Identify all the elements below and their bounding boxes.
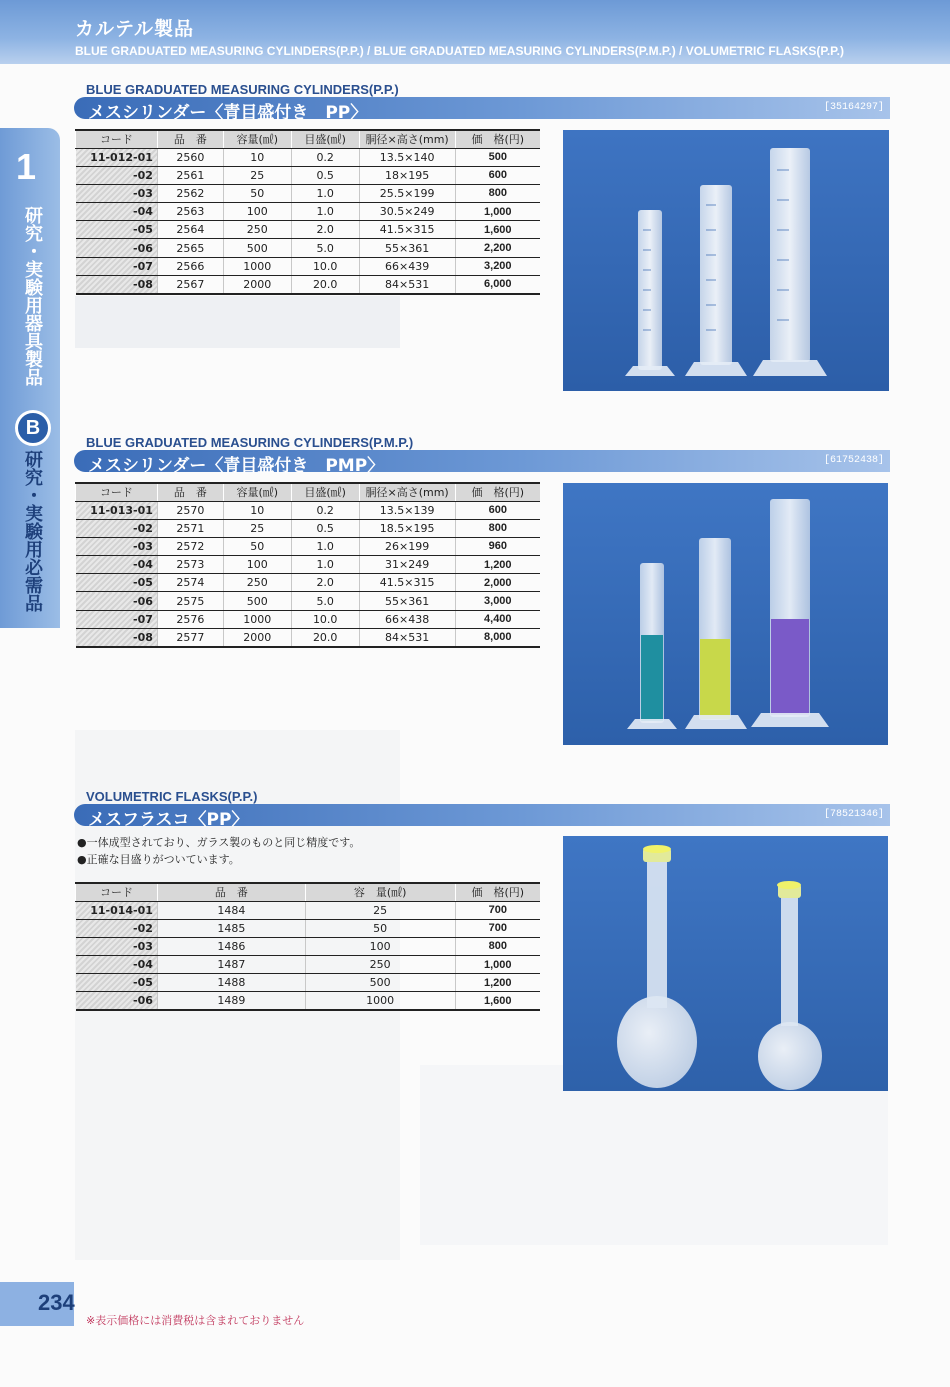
cell-price: 600 — [455, 501, 540, 519]
table-row — [76, 956, 541, 974]
table-row — [76, 610, 541, 628]
cell-capacity: 2000 — [223, 275, 291, 293]
section1-title-jp: メスシリンダー〈青目盛付き PP〉 — [88, 103, 368, 123]
cell-code: -07 — [76, 257, 158, 275]
table-row — [76, 203, 541, 221]
cell-capacity: 50 — [305, 919, 455, 937]
cell-graduation: 0.5 — [291, 519, 359, 537]
feature-bullet: ●一体成型されており、ガラス製のものと同じ精度です。 — [77, 836, 361, 849]
chapter-number: 1 — [16, 146, 37, 187]
cell-code: -05 — [76, 221, 158, 239]
col-code: コード — [76, 883, 158, 901]
table-header-row — [76, 883, 541, 901]
cell-capacity: 1000 — [223, 610, 291, 628]
cell-price: 1,200 — [455, 556, 540, 574]
feature-bullet: ●正確な目盛りがついています。 — [77, 853, 240, 866]
table-row — [76, 501, 541, 519]
table-row — [76, 239, 541, 257]
table-row — [76, 221, 541, 239]
cell-price: 1,600 — [455, 221, 540, 239]
cell-part: 2574 — [157, 574, 223, 592]
cell-code: -08 — [76, 628, 158, 646]
table-row — [76, 166, 541, 184]
cell-capacity: 2000 — [223, 628, 291, 646]
table-row — [76, 184, 541, 202]
cell-price: 1,000 — [455, 956, 540, 974]
cell-dimensions: 13.5×140 — [359, 148, 455, 166]
cell-dimensions: 30.5×249 — [359, 203, 455, 221]
cell-part: 1485 — [157, 919, 305, 937]
cell-capacity: 500 — [223, 592, 291, 610]
cell-dimensions: 18.5×195 — [359, 519, 455, 537]
col-graduation: 目盛(㎖) — [291, 483, 359, 501]
cell-part: 2560 — [157, 148, 223, 166]
cell-part: 1486 — [157, 937, 305, 955]
cell-capacity: 10 — [223, 148, 291, 166]
cell-dimensions: 55×361 — [359, 592, 455, 610]
cell-part: 2570 — [157, 501, 223, 519]
tax-footnote: ※表示価格には消費税は含まれておりません — [86, 1314, 305, 1327]
cell-capacity: 500 — [223, 239, 291, 257]
cell-dimensions: 25.5×199 — [359, 184, 455, 202]
cell-price: 2,000 — [455, 574, 540, 592]
cell-graduation: 5.0 — [291, 592, 359, 610]
cell-graduation: 0.5 — [291, 166, 359, 184]
cell-dimensions: 41.5×315 — [359, 574, 455, 592]
cell-capacity: 1000 — [223, 257, 291, 275]
cylinders-pp-photo — [563, 130, 889, 391]
section3-spec-table — [75, 882, 540, 1011]
cell-price: 8,000 — [455, 628, 540, 646]
table-row — [76, 275, 541, 293]
cell-graduation: 0.2 — [291, 148, 359, 166]
table-header-row — [76, 483, 541, 501]
cell-dimensions: 41.5×315 — [359, 221, 455, 239]
cell-part: 2576 — [157, 610, 223, 628]
page-number-tab — [0, 1282, 74, 1326]
cell-code: -06 — [76, 592, 158, 610]
cell-capacity: 100 — [305, 937, 455, 955]
cell-code: 11-014-01 — [76, 901, 158, 919]
section2-title-jp: メスシリンダー〈青目盛付き PMP〉 — [88, 456, 385, 476]
cell-dimensions: 84×531 — [359, 275, 455, 293]
cell-code: -07 — [76, 610, 158, 628]
table-row — [76, 937, 541, 955]
table-row — [76, 901, 541, 919]
section2-title-en: BLUE GRADUATED MEASURING CYLINDERS(P.M.P.) — [86, 435, 414, 450]
cell-graduation: 20.0 — [291, 275, 359, 293]
cell-part: 2575 — [157, 592, 223, 610]
cell-part: 2563 — [157, 203, 223, 221]
section3-title-jp: メスフラスコ〈PP〉 — [88, 810, 249, 830]
cell-graduation: 20.0 — [291, 628, 359, 646]
cell-capacity: 250 — [305, 956, 455, 974]
cell-part: 2577 — [157, 628, 223, 646]
cell-part: 1487 — [157, 956, 305, 974]
table-header-row — [76, 130, 541, 148]
col-capacity: 容 量(㎖) — [305, 883, 455, 901]
table-row — [76, 519, 541, 537]
table-row — [76, 628, 541, 646]
background-ghost — [75, 296, 400, 348]
cell-code: -03 — [76, 937, 158, 955]
cell-part: 1488 — [157, 974, 305, 992]
col-dimensions: 胴径×高さ(mm) — [359, 483, 455, 501]
header-subtitle: BLUE GRADUATED MEASURING CYLINDERS(P.P.) / BLUE GRADUATED MEASURING CYLINDERS(P.M.P.) / VOLUMETRIC FLASKS(P.P.) — [75, 44, 844, 58]
cell-graduation: 10.0 — [291, 257, 359, 275]
cell-graduation: 0.2 — [291, 501, 359, 519]
cell-graduation: 5.0 — [291, 239, 359, 257]
cell-capacity: 50 — [223, 184, 291, 202]
cell-price: 1,600 — [455, 992, 540, 1010]
cell-price: 960 — [455, 537, 540, 555]
cell-dimensions: 55×361 — [359, 239, 455, 257]
col-part-number: 品 番 — [157, 883, 305, 901]
cell-capacity: 250 — [223, 574, 291, 592]
cell-code: -04 — [76, 956, 158, 974]
cell-capacity: 250 — [223, 221, 291, 239]
cell-price: 800 — [455, 184, 540, 202]
cell-code: -02 — [76, 519, 158, 537]
table-row — [76, 974, 541, 992]
section2-code: [61752438] — [823, 455, 884, 466]
cell-part: 1489 — [157, 992, 305, 1010]
cell-dimensions: 31×249 — [359, 556, 455, 574]
cell-capacity: 500 — [305, 974, 455, 992]
cell-code: -04 — [76, 203, 158, 221]
cell-price: 4,400 — [455, 610, 540, 628]
col-price: 価 格(円) — [455, 483, 540, 501]
section3-title-en: VOLUMETRIC FLASKS(P.P.) — [86, 789, 258, 804]
cell-code: -02 — [76, 166, 158, 184]
cell-part: 2572 — [157, 537, 223, 555]
section3-title-bar — [74, 804, 890, 830]
cell-dimensions: 18×195 — [359, 166, 455, 184]
cell-price: 500 — [455, 148, 540, 166]
cell-capacity: 50 — [223, 537, 291, 555]
cell-capacity: 25 — [223, 166, 291, 184]
header-title: カルテル製品 — [75, 18, 195, 40]
cell-part: 2567 — [157, 275, 223, 293]
cell-code: 11-013-01 — [76, 501, 158, 519]
cell-capacity: 10 — [223, 501, 291, 519]
section1-title-bar — [74, 97, 890, 123]
col-graduation: 目盛(㎖) — [291, 130, 359, 148]
feature-bullets — [77, 834, 360, 868]
cell-part: 2561 — [157, 166, 223, 184]
table-row — [76, 919, 541, 937]
cell-price: 600 — [455, 166, 540, 184]
cell-graduation: 10.0 — [291, 610, 359, 628]
cell-part: 2573 — [157, 556, 223, 574]
cell-part: 1484 — [157, 901, 305, 919]
table-row — [76, 556, 541, 574]
cell-code: -02 — [76, 919, 158, 937]
cell-code: -05 — [76, 574, 158, 592]
cell-part: 2564 — [157, 221, 223, 239]
chapter-tab — [0, 128, 60, 628]
cell-price: 700 — [455, 919, 540, 937]
cell-part: 2566 — [157, 257, 223, 275]
cell-code: -08 — [76, 275, 158, 293]
col-capacity: 容量(㎖) — [223, 483, 291, 501]
cell-graduation: 1.0 — [291, 203, 359, 221]
cell-price: 800 — [455, 519, 540, 537]
cell-capacity: 1000 — [305, 992, 455, 1010]
cell-price: 3,200 — [455, 257, 540, 275]
cell-code: 11-012-01 — [76, 148, 158, 166]
cell-capacity: 100 — [223, 203, 291, 221]
cell-part: 2562 — [157, 184, 223, 202]
section1-code: [35164297] — [823, 102, 884, 113]
col-price: 価 格(円) — [455, 130, 540, 148]
cell-price: 1,000 — [455, 203, 540, 221]
cell-price: 700 — [455, 901, 540, 919]
cell-code: -03 — [76, 537, 158, 555]
cell-dimensions: 66×439 — [359, 257, 455, 275]
cell-dimensions: 13.5×139 — [359, 501, 455, 519]
section1-spec-table — [75, 129, 540, 295]
cell-capacity: 25 — [305, 901, 455, 919]
page-number: 234 — [38, 1290, 75, 1315]
section1-title-en: BLUE GRADUATED MEASURING CYLINDERS(P.P.) — [86, 82, 399, 97]
cell-graduation: 2.0 — [291, 221, 359, 239]
cell-part: 2571 — [157, 519, 223, 537]
col-code: コード — [76, 130, 158, 148]
table-row — [76, 992, 541, 1010]
cell-price: 2,200 — [455, 239, 540, 257]
cell-code: -06 — [76, 239, 158, 257]
cell-capacity: 100 — [223, 556, 291, 574]
section-badge: B — [15, 410, 51, 446]
cell-graduation: 1.0 — [291, 556, 359, 574]
table-row — [76, 537, 541, 555]
cell-part: 2565 — [157, 239, 223, 257]
cell-code: -03 — [76, 184, 158, 202]
cell-graduation: 1.0 — [291, 184, 359, 202]
chapter-title: 研究・実験用器具製品 — [22, 206, 43, 386]
cell-code: -04 — [76, 556, 158, 574]
col-code: コード — [76, 483, 158, 501]
section2-title-bar — [74, 450, 890, 476]
table-row — [76, 574, 541, 592]
cell-graduation: 2.0 — [291, 574, 359, 592]
col-capacity: 容量(㎖) — [223, 130, 291, 148]
section-title: 研究・実験用必需品 — [22, 450, 43, 612]
page-header — [0, 0, 950, 64]
table-row — [76, 148, 541, 166]
cylinders-pmp-photo — [563, 483, 888, 745]
col-dimensions: 胴径×高さ(mm) — [359, 130, 455, 148]
volumetric-flasks-photo — [563, 836, 888, 1091]
cell-dimensions: 84×531 — [359, 628, 455, 646]
cell-price: 1,200 — [455, 974, 540, 992]
cell-graduation: 1.0 — [291, 537, 359, 555]
col-price: 価 格(円) — [455, 883, 540, 901]
section3-code: [78521346] — [823, 809, 884, 820]
background-ghost — [420, 1065, 888, 1245]
col-part-number: 品 番 — [157, 130, 223, 148]
cell-code: -05 — [76, 974, 158, 992]
cell-code: -06 — [76, 992, 158, 1010]
table-row — [76, 592, 541, 610]
cell-dimensions: 26×199 — [359, 537, 455, 555]
table-row — [76, 257, 541, 275]
cell-capacity: 25 — [223, 519, 291, 537]
cell-dimensions: 66×438 — [359, 610, 455, 628]
cell-price: 800 — [455, 937, 540, 955]
cell-price: 6,000 — [455, 275, 540, 293]
cell-price: 3,000 — [455, 592, 540, 610]
section2-spec-table — [75, 482, 540, 648]
col-part-number: 品 番 — [157, 483, 223, 501]
